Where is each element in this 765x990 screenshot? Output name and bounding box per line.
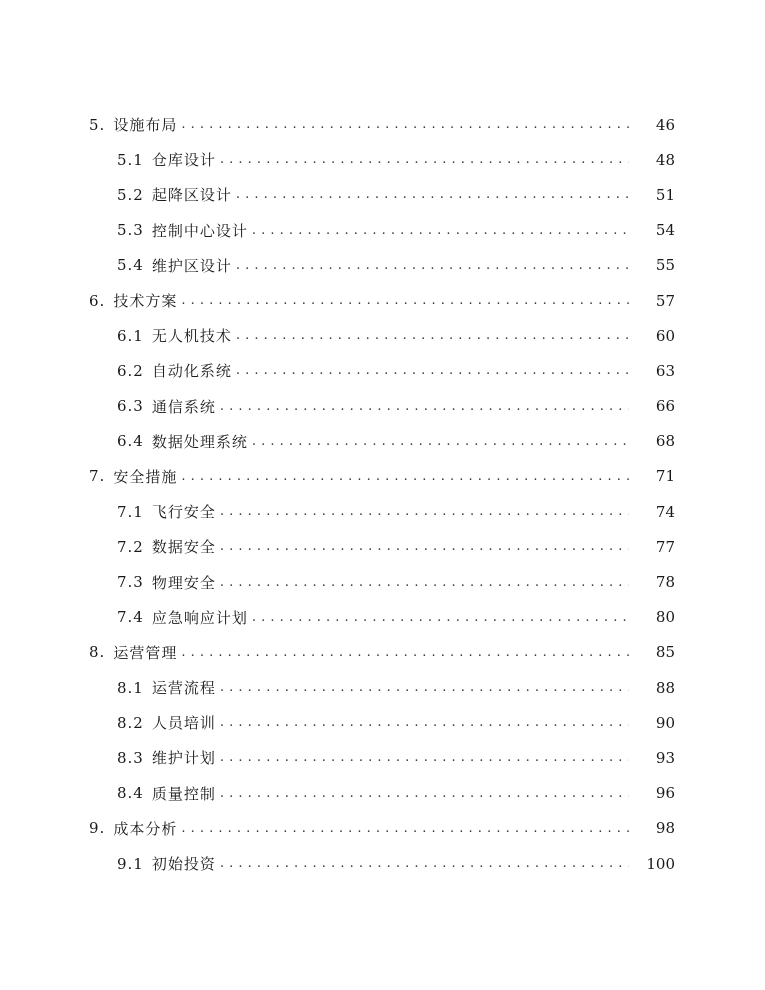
- toc-entry-page-number: 57: [655, 291, 675, 310]
- dot-leader: [181, 635, 629, 670]
- toc-entry-title: 维护区设计: [151, 256, 232, 275]
- toc-entry-title: 起降区设计: [151, 186, 232, 205]
- toc-entry-page-number: 88: [655, 678, 675, 697]
- toc-entry[interactable]: [0, 600, 765, 635]
- toc-entry[interactable]: [0, 459, 765, 494]
- toc-entry-page-number: 93: [655, 748, 675, 767]
- toc-entry[interactable]: [0, 142, 765, 177]
- toc-entry-number: 8.3: [117, 748, 144, 767]
- toc-entry[interactable]: [0, 776, 765, 811]
- dot-leader: [220, 740, 629, 775]
- dot-leader: [236, 248, 629, 283]
- toc-entry-title: 安全措施: [113, 467, 178, 486]
- toc-entry-page-number: 74: [655, 502, 675, 521]
- toc-entry-number: 7.1: [117, 502, 144, 521]
- toc-entry[interactable]: [0, 705, 765, 740]
- toc-entry-number: 9.1: [117, 854, 144, 873]
- toc-entry-title: 无人机技术: [151, 327, 232, 346]
- toc-entry-page-number: 68: [655, 432, 675, 451]
- toc-entry-number: 6.: [89, 291, 106, 310]
- toc-entry-number: 8.4: [117, 784, 144, 803]
- toc-entry-page-number: 60: [655, 326, 675, 345]
- toc-entry-page-number: 51: [655, 185, 675, 204]
- toc-entry[interactable]: [0, 564, 765, 599]
- toc-entry-title: 仓库设计: [151, 151, 216, 170]
- dot-leader: [220, 846, 629, 881]
- toc-entry-number: 5.3: [117, 221, 144, 240]
- toc-entry-number: 6.1: [117, 326, 144, 345]
- dot-leader: [252, 213, 629, 248]
- toc-entry-page-number: 77: [655, 537, 675, 556]
- dot-leader: [220, 529, 629, 564]
- toc-entry-title: 通信系统: [151, 397, 216, 416]
- dot-leader: [220, 142, 629, 177]
- toc-entry[interactable]: [0, 424, 765, 459]
- dot-leader: [220, 705, 629, 740]
- toc-entry-page-number: 85: [655, 643, 675, 662]
- toc-entry-title: 控制中心设计: [151, 221, 248, 240]
- toc-entry-page-number: 48: [655, 150, 675, 169]
- toc-entry-number: 7.3: [117, 573, 144, 592]
- toc-entry-title: 自动化系统: [151, 362, 232, 381]
- toc-entry-page-number: 100: [646, 854, 675, 873]
- toc-entry-number: 8.1: [117, 678, 144, 697]
- dot-leader: [252, 600, 629, 635]
- dot-leader: [220, 389, 629, 424]
- toc-entry-page-number: 54: [655, 221, 675, 240]
- toc-entry-number: 9.: [89, 819, 106, 838]
- toc-entry[interactable]: [0, 283, 765, 318]
- toc-entry-title: 物理安全: [151, 573, 216, 592]
- toc-entry-title: 成本分析: [113, 819, 178, 838]
- toc-entry[interactable]: [0, 811, 765, 846]
- toc-entry-page-number: 98: [655, 819, 675, 838]
- table-of-contents: [0, 107, 765, 881]
- toc-entry-number: 8.2: [117, 713, 144, 732]
- toc-entry-number: 5.: [89, 115, 106, 134]
- toc-entry[interactable]: [0, 740, 765, 775]
- toc-entry[interactable]: [0, 248, 765, 283]
- toc-entry-title: 数据安全: [151, 538, 216, 557]
- toc-entry-number: 6.3: [117, 397, 144, 416]
- dot-leader: [181, 811, 629, 846]
- toc-entry-number: 5.2: [117, 185, 144, 204]
- toc-entry-number: 5.4: [117, 256, 144, 275]
- toc-entry-page-number: 80: [655, 608, 675, 627]
- toc-entry-number: 6.4: [117, 432, 144, 451]
- toc-entry-title: 数据处理系统: [151, 432, 248, 451]
- toc-entry-title: 维护计划: [151, 749, 216, 768]
- dot-leader: [236, 177, 629, 212]
- toc-entry[interactable]: [0, 389, 765, 424]
- dot-leader: [181, 459, 629, 494]
- toc-entry[interactable]: [0, 529, 765, 564]
- dot-leader: [220, 776, 629, 811]
- toc-entry-title: 初始投资: [151, 855, 216, 874]
- toc-entry-title: 质量控制: [151, 784, 216, 803]
- toc-entry-page-number: 55: [655, 256, 675, 275]
- toc-entry-number: 7.4: [117, 608, 144, 627]
- toc-entry[interactable]: [0, 213, 765, 248]
- toc-entry-title: 技术方案: [113, 292, 178, 311]
- toc-entry[interactable]: [0, 353, 765, 388]
- dot-leader: [220, 494, 629, 529]
- toc-entry[interactable]: [0, 177, 765, 212]
- dot-leader: [236, 353, 629, 388]
- toc-entry-title: 设施布局: [113, 116, 178, 135]
- toc-entry[interactable]: [0, 494, 765, 529]
- toc-entry-title: 运营管理: [113, 643, 178, 662]
- toc-entry[interactable]: [0, 107, 765, 142]
- toc-entry-page-number: 63: [655, 361, 675, 380]
- toc-entry[interactable]: [0, 846, 765, 881]
- toc-entry-number: 8.: [89, 643, 106, 662]
- dot-leader: [220, 670, 629, 705]
- dot-leader: [220, 565, 629, 600]
- dot-leader: [236, 318, 629, 353]
- toc-entry[interactable]: [0, 635, 765, 670]
- toc-entry-page-number: 71: [655, 467, 675, 486]
- toc-entry-page-number: 90: [655, 713, 675, 732]
- toc-entry-number: 7.2: [117, 537, 144, 556]
- toc-entry-title: 应急响应计划: [151, 608, 248, 627]
- toc-entry-page-number: 78: [655, 573, 675, 592]
- toc-entry-title: 人员培训: [151, 714, 216, 733]
- toc-entry-title: 运营流程: [151, 679, 216, 698]
- toc-entry-title: 飞行安全: [151, 503, 216, 522]
- toc-entry-number: 5.1: [117, 150, 144, 169]
- dot-leader: [252, 424, 629, 459]
- toc-entry[interactable]: [0, 318, 765, 353]
- toc-entry-number: 7.: [89, 467, 106, 486]
- toc-entry-page-number: 66: [655, 397, 675, 416]
- toc-entry[interactable]: [0, 670, 765, 705]
- dot-leader: [181, 283, 629, 318]
- toc-entry-number: 6.2: [117, 361, 144, 380]
- dot-leader: [181, 107, 629, 142]
- toc-entry-page-number: 96: [655, 784, 675, 803]
- toc-entry-page-number: 46: [655, 115, 675, 134]
